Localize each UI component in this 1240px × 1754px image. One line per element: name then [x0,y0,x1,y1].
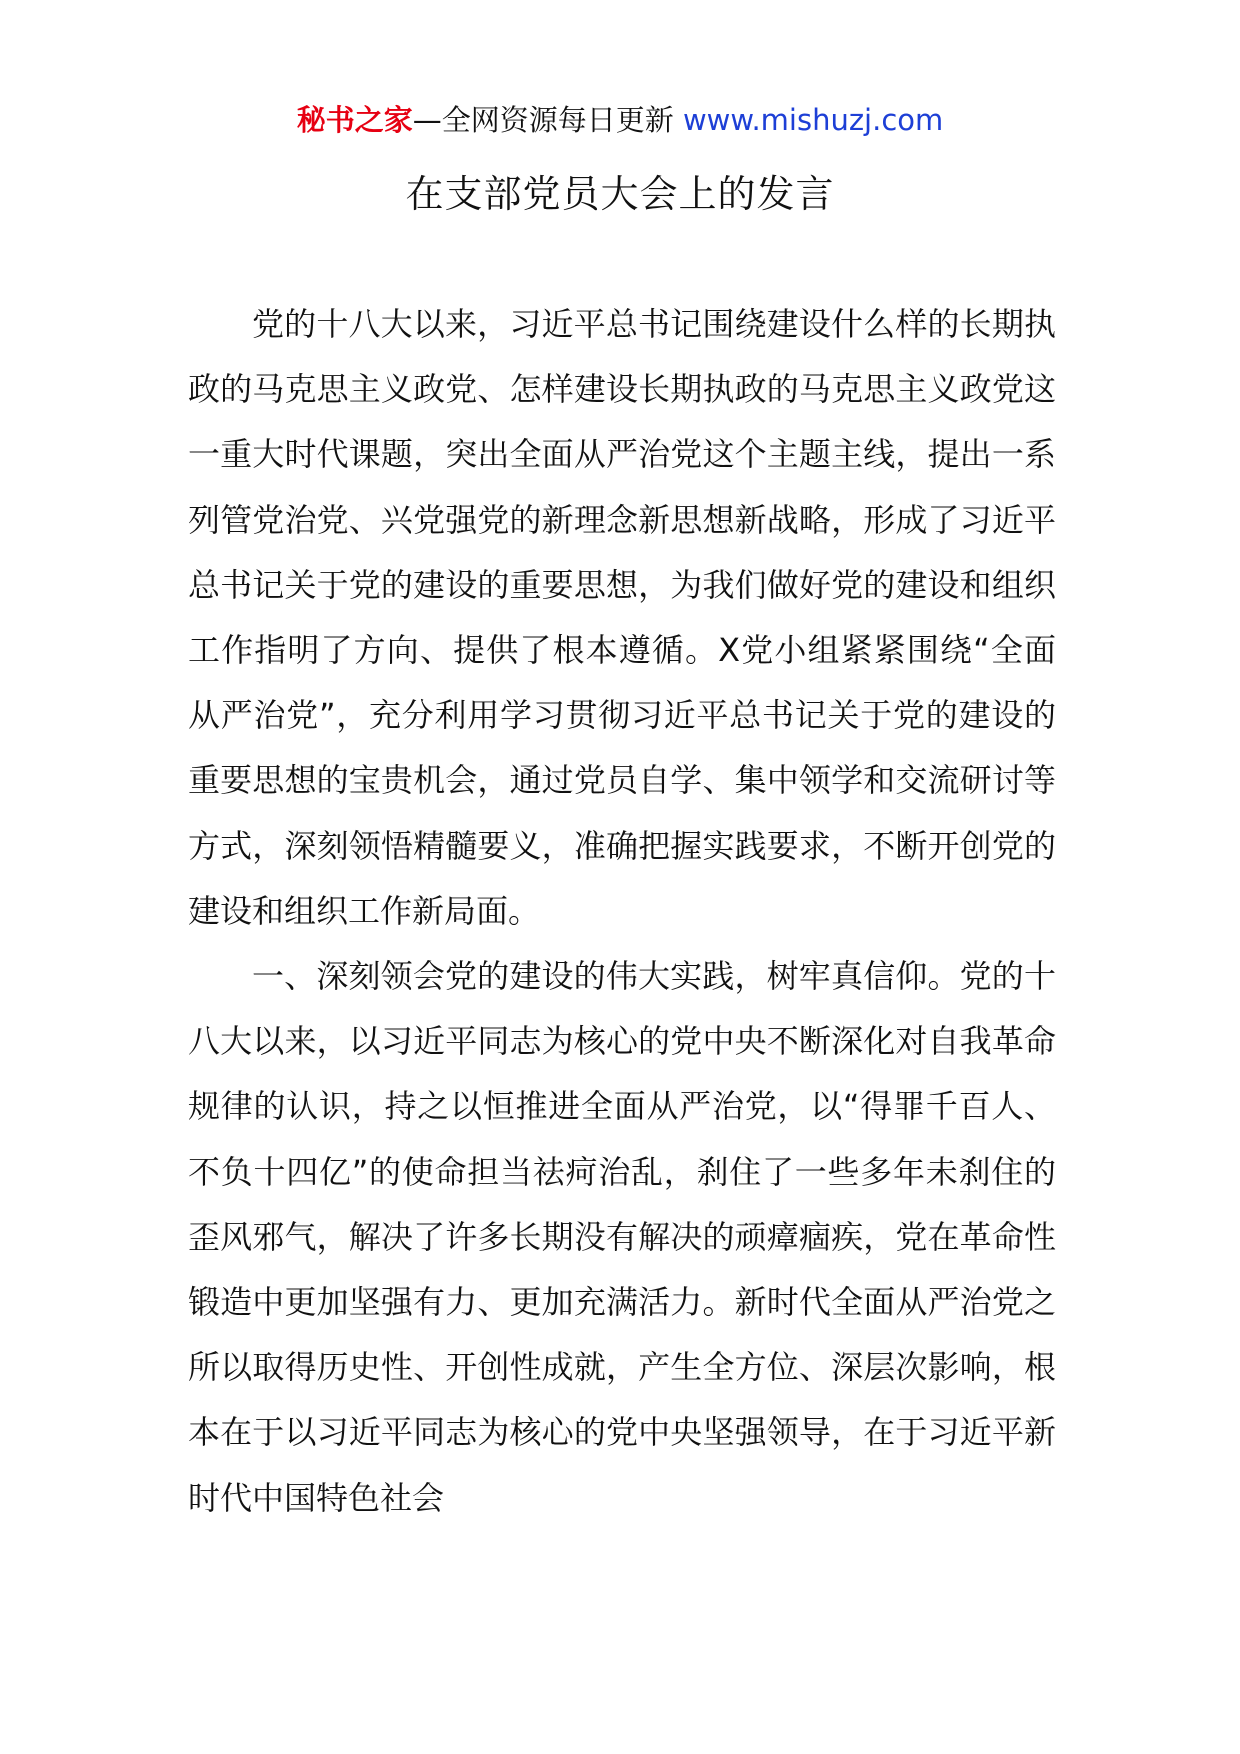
site-banner [0,100,1240,140]
section-1-heading: 一、深刻领会党的建设的伟大实践，树牢真信仰。 [252,957,960,996]
site-url-link[interactable]: www.mishuzj.com [682,103,944,137]
document-title: 在支部党员大会上的发言 [405,172,835,216]
intro-paragraph: 党的十八大以来，习近平总书记围绕建设什么样的长期执政的马克思主义政党、怎样建设长期执政的马克思主义政党这一重大时代课题，突出全面从严治党这个主题主线，提出一系列管党治党、兴党强党的新理念新思想新战略，形成了习近平总书记关于党的建设的重要思想，为我们做好党的建设和组织工作指明了方向、提供了根本遵循。X党小组紧紧围绕“全面从严治党”，充分利用学习贯彻习近平总书记关于党的建设的重要思想的宝贵机会，通过党员自学、集中领学和交流研讨等方式，深刻领悟精髓要义，准确把握实践要求，不断开创党的建设和组织工作新局面。 [188,305,1056,930]
section-1-paragraph [188,944,1056,1531]
brand-name: 秘书之家 [296,103,413,137]
brand-tagline: —全网资源每日更新 [412,103,674,137]
section-1-text: 党的十八大以来，以习近平同志为核心的党中央不断深化对自我革命规律的认识，持之以恒推进全面从严治党，以“得罪千百人、不负十四亿”的使命担当祛疴治乱，刹住了一些多年未刹住的歪风邪气，解决了许多长期没有解决的顽瘴痼疾，党在革命性锻造中更加坚强有力、更加充满活力。新时代全面从严治党之所以取得历史性、开创性成就，产生全方位、深层次影响，根本在于以习近平同志为核心的党中央坚强领导，在于习近平新时代中国特色社会 [188,957,1056,1517]
document-body [188,292,1056,1531]
